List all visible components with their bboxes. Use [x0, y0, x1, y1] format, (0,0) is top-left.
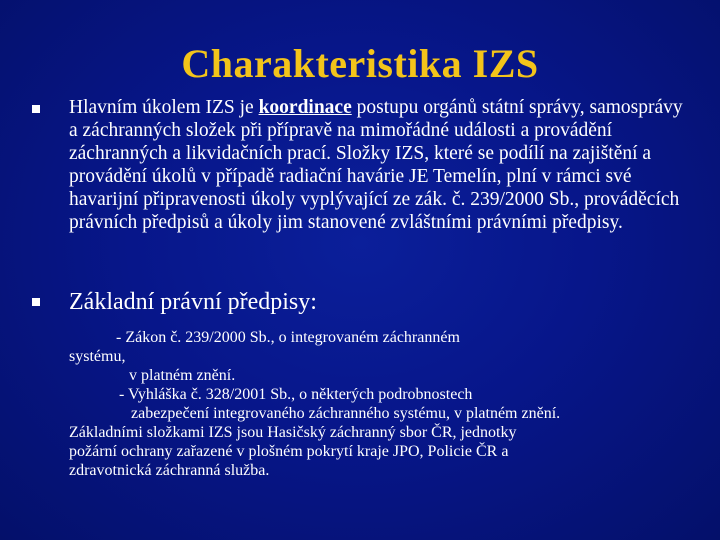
- bullet-paragraph-1: [69, 96, 689, 234]
- regulation-line: - Zákon č. 239/2000 Sb., o integrovaném záchranném: [116, 329, 460, 346]
- bullet1-text-before: Hlavním úkolem IZS je: [69, 97, 259, 118]
- bullet1-emphasis: koordinace: [258, 97, 352, 118]
- bullet-square-icon: [32, 298, 40, 306]
- legal-regulations-list: [69, 328, 689, 480]
- regulation-line: zabezpečení integrovaného záchranného systému, v platném znění.: [131, 405, 561, 422]
- regulation-line: zdravotnická záchranná služba.: [69, 462, 270, 479]
- regulation-line: - Vyhláška č. 328/2001 Sb., o některých podrobnostech: [119, 386, 473, 403]
- slide-title: Charakteristika IZS: [181, 41, 539, 86]
- regulation-line: systému,: [69, 348, 126, 365]
- bullet-square-icon: [32, 105, 40, 113]
- bullet-heading-2: Základní právní předpisy:: [69, 289, 317, 315]
- regulation-line: v platném znění.: [129, 367, 236, 384]
- bullet1-text-after: postupu orgánů státní správy, samosprávy a záchranných složek při přípravě na mimořádné události a provádění záchranných a likvidačních prací. Složky IZS, které se podílí na zajištění a provádění úkolů v případě radiační havárie JE Temelín, plní v rámci své havarijní připravenosti úkoly vyplývající ze zák. č. 239/2000 Sb., prováděcích právních předpisů a úkoly jim stanovené zvláštními právními předpisy.: [69, 97, 683, 233]
- regulation-line: Základními složkami IZS jsou Hasičský záchranný sbor ČR, jednotky: [69, 424, 517, 441]
- regulation-line: požární ochrany zařazené v plošném pokrytí kraje JPO, Policie ČR a: [69, 443, 509, 460]
